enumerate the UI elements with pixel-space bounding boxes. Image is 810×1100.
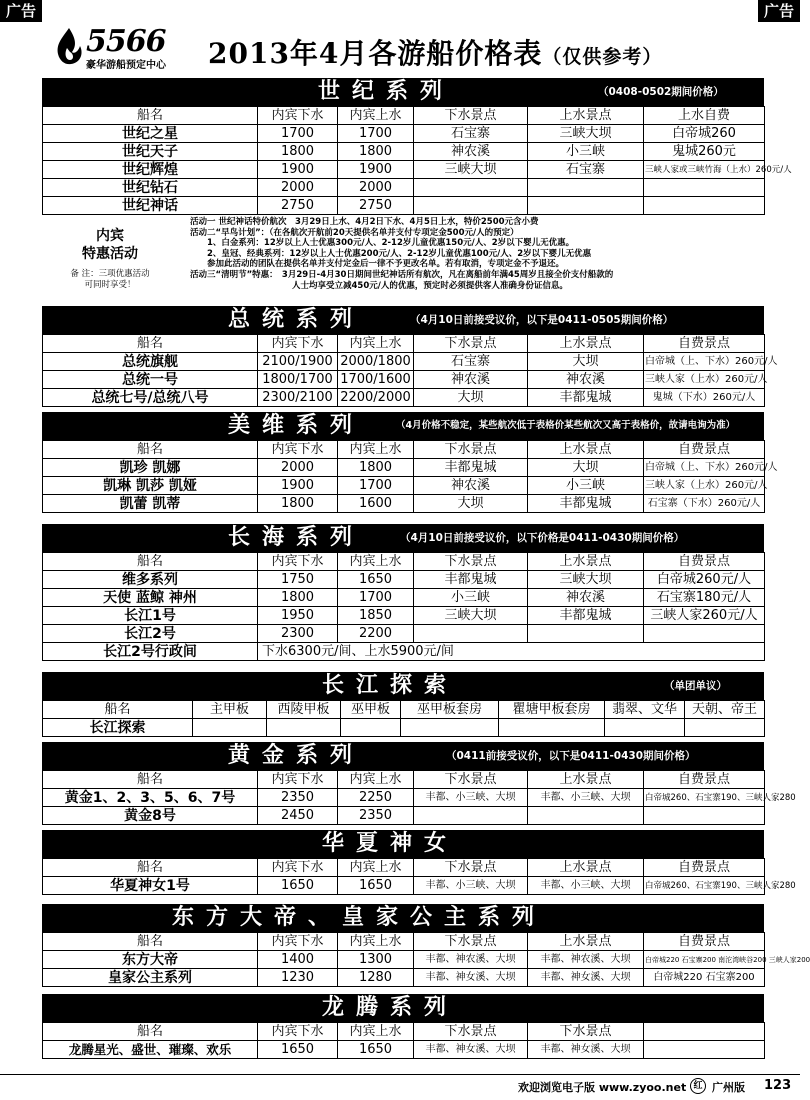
table-row (43, 353, 765, 371)
table-cell: 上水自费 (644, 107, 765, 125)
table-header-row (43, 335, 765, 353)
table-cell: 黄金1、2、3、5、6、7号 (43, 789, 258, 807)
table-cell: 神农溪 (528, 589, 644, 607)
table-cell: 翡翠、文华 (605, 701, 685, 719)
table-cell: 丰都、神女溪、大坝 (414, 969, 528, 987)
table-cell: 长江2号行政间 (43, 643, 258, 661)
table-cell: 丰都鬼城 (414, 459, 528, 477)
table-cell: 凯珍 凯娜 (43, 459, 258, 477)
table-cell (605, 719, 685, 737)
table-cell: 船名 (43, 107, 258, 125)
table-cell: 1650 (338, 571, 414, 589)
table-cell: 内宾下水 (258, 1023, 338, 1041)
table-row (43, 807, 765, 825)
table-cell: 丰都、小三峡、大坝 (528, 877, 644, 895)
table-header-row (43, 107, 765, 125)
page-footer (0, 1074, 800, 1096)
table-cell: 2350 (258, 789, 338, 807)
table-row (43, 179, 765, 197)
table-cell: 世纪神话 (43, 197, 258, 215)
section-explore (42, 672, 764, 737)
table-cell: 长江探索 (43, 719, 193, 737)
table-cell: 白帝城260、石宝寨190、三峡人家280 (644, 877, 765, 895)
table-cell: 内宾下水 (258, 553, 338, 571)
table-cell (644, 625, 765, 643)
table-cell: 白帝城（上、下水）260元/人 (644, 459, 765, 477)
table-cell: 1700 (338, 125, 414, 143)
section-text (50, 227, 170, 291)
table-cell: 天朝、帝王 (685, 701, 765, 719)
table-cell: 1650 (338, 1041, 414, 1059)
table-cell: 神农溪 (414, 477, 528, 495)
table-cell: 内宾上水 (338, 1023, 414, 1041)
table-cell (341, 719, 401, 737)
table-cell: 西陵甲板 (267, 701, 341, 719)
section-longteng (42, 994, 764, 1059)
table-cell: 丰都鬼城 (528, 495, 644, 513)
table-cell: 1700 (338, 589, 414, 607)
table-cell: 船名 (43, 701, 193, 719)
table-row (43, 197, 765, 215)
explore-table (42, 700, 765, 737)
table-cell: 1900 (338, 161, 414, 179)
table-row (43, 459, 765, 477)
table-cell: 2000 (258, 179, 338, 197)
section-text: 长海系列 (228, 525, 365, 550)
table-cell: 1400 (258, 951, 338, 969)
section-text: 参加此活动的团队在提供名单并支付定金后一律不予更改名单。若有取消，专项定金不予退还。 (190, 259, 565, 270)
table-row (43, 589, 765, 607)
table-cell: 丰都、神农溪、大坝 (528, 951, 644, 969)
table-cell: 神农溪 (414, 143, 528, 161)
table-row (43, 1041, 765, 1059)
table-cell: 1650 (338, 877, 414, 895)
section-note: （0411前接受议价，以下是0411-0430期间价格） (446, 750, 696, 762)
table-cell: 下水景点 (414, 441, 528, 459)
page-title: 2013年4月各游船价格表（仅供参考） (208, 37, 663, 70)
table-cell: 上水景点 (528, 335, 644, 353)
table-cell: 船名 (43, 441, 258, 459)
table-cell: 1750 (258, 571, 338, 589)
table-cell: 白帝城260 (644, 125, 765, 143)
table-cell: 鬼城260元 (644, 143, 765, 161)
table-cell: 1280 (338, 969, 414, 987)
table-cell: 丰都鬼城 (528, 607, 644, 625)
section-text: 内宾 (96, 228, 124, 244)
table-cell: 2300/2100 (258, 389, 338, 407)
table-cell: 小三峡 (414, 589, 528, 607)
table-cell: 内宾上水 (338, 441, 414, 459)
table-cell (414, 179, 528, 197)
table-cell (644, 1023, 765, 1041)
gold-table (42, 770, 796, 825)
table-cell: 1850 (338, 607, 414, 625)
section-text: 特惠活动 (82, 246, 138, 262)
table-cell: 下水景点 (414, 1023, 528, 1041)
table-cell: 三峡大坝 (528, 571, 644, 589)
table-header-row (43, 441, 765, 459)
table-cell: 1300 (338, 951, 414, 969)
table-cell: 船名 (43, 933, 258, 951)
table-cell: 丰都、小三峡、大坝 (528, 789, 644, 807)
table-cell (267, 719, 341, 737)
table-cell: 白帝城260元/人 (644, 571, 765, 589)
section-text: 1、白金系列：12岁以上人士优惠300元/人、2-12岁儿童优惠150元/人、2岁以下婴儿无优惠。 (190, 238, 575, 249)
table-cell: 内宾下水 (258, 441, 338, 459)
table-row (43, 495, 765, 513)
table-cell: 天使 蓝鲸 神州 (43, 589, 258, 607)
table-cell: 丰都、神女溪、大坝 (528, 1041, 644, 1059)
section-text: 总统系列 (228, 307, 365, 332)
table-cell: 2000/1800 (338, 353, 414, 371)
section-text: 可同时享受！ (84, 280, 136, 290)
president-table (42, 334, 778, 407)
page-number: 123 (764, 1078, 792, 1093)
table-cell: 三峡人家（上水）260元/人 (644, 371, 765, 389)
table-row (43, 625, 765, 643)
section-changhai (42, 524, 764, 661)
longteng-table (42, 1022, 765, 1059)
table-cell: 上水景点 (528, 859, 644, 877)
section-text: 活动一 世纪神话特价航次 3月29日上水、4月2日下水、4月5日上水，特价2500元含小费 (190, 217, 539, 227)
table-cell: 内宾下水 (258, 859, 338, 877)
table-cell: 1700 (258, 125, 338, 143)
logo (52, 26, 202, 70)
section-emperor (42, 904, 810, 987)
table-cell: 巫甲板 (341, 701, 401, 719)
table-cell (499, 719, 605, 737)
table-cell: 凯蕾 凯蒂 (43, 495, 258, 513)
section-text: 美维系列 (228, 413, 365, 438)
table-cell: 1700 (338, 477, 414, 495)
section-text: 2、皇冠、经典系列：12岁以上人士优惠200元/人、2-12岁儿童优惠100元/人、2岁以下婴儿无优惠 (190, 248, 592, 259)
section-note: （4月价格不稳定，某些航次低于表格价某些航次又高于表格价，故请电询为准） (396, 420, 736, 431)
table-cell: 大坝 (414, 389, 528, 407)
table-cell: 1900 (258, 477, 338, 495)
table-cell: 神农溪 (528, 371, 644, 389)
emperor-table (42, 932, 810, 987)
table-cell: 皇家公主系列 (43, 969, 258, 987)
logo-subtitle: 豪华游船预定中心 (86, 60, 166, 71)
table-cell: 世纪天子 (43, 143, 258, 161)
table-header-row (43, 701, 765, 719)
section-victoria (42, 412, 778, 513)
table-cell: 1800/1700 (258, 371, 338, 389)
table-row (43, 789, 765, 807)
table-cell: 上水景点 (528, 771, 644, 789)
table-cell: 1600 (338, 495, 414, 513)
table-cell: 2450 (258, 807, 338, 825)
table-cell (644, 197, 765, 215)
table-cell: 丰都、神农溪、大坝 (414, 951, 528, 969)
table-cell: 内宾下水 (258, 335, 338, 353)
table-cell (528, 807, 644, 825)
table-cell: 内宾上水 (338, 771, 414, 789)
table-cell: 内宾上水 (338, 335, 414, 353)
section-note: （4月10日前接受议价，以下价格是0411-0430期间价格） (400, 532, 685, 544)
table-cell: 石宝寨 (414, 125, 528, 143)
promotion-box (42, 215, 764, 311)
table-cell: 黄金8号 (43, 807, 258, 825)
table-cell: 世纪之星 (43, 125, 258, 143)
table-cell: 2000 (338, 179, 414, 197)
table-cell: 船名 (43, 553, 258, 571)
table-cell: 世纪钻石 (43, 179, 258, 197)
section-text: 备 注：三项优惠活动 (70, 269, 150, 279)
table-cell: 三峡人家（上水）260元/人 (644, 477, 765, 495)
table-cell: 内宾上水 (338, 553, 414, 571)
table-row (43, 125, 765, 143)
table-cell: 石宝寨180元/人 (644, 589, 765, 607)
table-cell: 大坝 (414, 495, 528, 513)
table-cell: 自费景点 (644, 335, 765, 353)
table-cell: 内宾下水 (258, 933, 338, 951)
logo-number: 5566 (86, 24, 166, 59)
table-row (43, 161, 765, 179)
table-row (43, 143, 765, 161)
table-cell: 1900 (258, 161, 338, 179)
changhai-table (42, 552, 765, 661)
section-text (190, 217, 764, 291)
table-cell (528, 179, 644, 197)
table-cell: 丰都、小三峡、大坝 (414, 789, 528, 807)
table-cell: 船名 (43, 1023, 258, 1041)
table-cell: 丰都、小三峡、大坝 (414, 877, 528, 895)
table-cell (414, 625, 528, 643)
table-cell: 自费景点 (644, 933, 765, 951)
table-cell: 大坝 (528, 353, 644, 371)
section-president (42, 306, 778, 407)
ad-label-right: 广告 (758, 0, 800, 22)
table-header-row (43, 859, 765, 877)
ad-label-left: 广告 (0, 0, 42, 22)
table-cell: 2200/2000 (338, 389, 414, 407)
table-cell: 石宝寨 (414, 353, 528, 371)
table-cell: 内宾上水 (338, 859, 414, 877)
section-text: 人士均享受立减450元/人的优惠，预定时必须提供客人准确身份证信息。 (190, 280, 568, 291)
section-text: 活动二“早鸟计划”：（在各航次开航前20天提供名单并支付专项定金500元/人的预定） (190, 227, 519, 238)
table-cell: 下水景点 (414, 933, 528, 951)
table-cell (528, 625, 644, 643)
table-cell: 上水景点 (528, 553, 644, 571)
table-cell: 丰都、神女溪、大坝 (414, 1041, 528, 1059)
table-cell: 主甲板 (193, 701, 267, 719)
table-cell: 下水景点 (414, 771, 528, 789)
table-cell: 石宝寨 (528, 161, 644, 179)
table-cell: 1230 (258, 969, 338, 987)
table-cell: 内宾上水 (338, 933, 414, 951)
footer-edition: 广州版 (712, 1081, 745, 1094)
table-cell: 下水景点 (414, 553, 528, 571)
section-century (42, 78, 792, 311)
table-cell: 丰都鬼城 (414, 571, 528, 589)
table-cell: 丰都、神女溪、大坝 (528, 969, 644, 987)
section-goddess (42, 830, 796, 895)
table-row (43, 951, 765, 969)
table-cell (644, 179, 765, 197)
badge-icon: 红 (690, 1078, 706, 1094)
table-row (43, 389, 765, 407)
table-cell: 东方大帝 (43, 951, 258, 969)
table-cell (644, 1041, 765, 1059)
table-cell: 维多系列 (43, 571, 258, 589)
table-cell: 自费景点 (644, 771, 765, 789)
table-header-row (43, 771, 765, 789)
table-row (43, 477, 765, 495)
section-gold (42, 742, 796, 825)
table-cell: 1700/1600 (338, 371, 414, 389)
section-text: 东方大帝、皇家公主系列 (172, 905, 547, 930)
table-cell: 长江1号 (43, 607, 258, 625)
table-cell: 石宝寨（下水）260元/人 (644, 495, 765, 513)
table-cell (401, 719, 499, 737)
table-cell: 小三峡 (528, 143, 644, 161)
table-cell: 1800 (258, 495, 338, 513)
table-cell: 内宾上水 (338, 107, 414, 125)
section-text: 活动三“清明节”特惠： 3月29日-4月30日期间世纪神话所有航次，凡在离船前年满45周岁且接全价支付船款的 (190, 269, 614, 280)
table-cell: 自费景点 (644, 553, 765, 571)
table-row (43, 371, 765, 389)
table-cell: 船名 (43, 335, 258, 353)
table-cell: 上水景点 (528, 933, 644, 951)
table-cell: 2750 (338, 197, 414, 215)
table-cell: 大坝 (528, 459, 644, 477)
table-cell: 自费景点 (644, 441, 765, 459)
table-cell (528, 197, 644, 215)
table-cell: 瞿塘甲板套房 (499, 701, 605, 719)
section-note: （4月10日前接受议价，以下是0411-0505期间价格） (410, 314, 674, 326)
table-cell: 下水景点 (528, 1023, 644, 1041)
section-text: 华夏神女 (322, 831, 459, 856)
table-cell: 下水6300元/间、上水5900元/间 (258, 643, 765, 661)
table-cell: 1950 (258, 607, 338, 625)
goddess-table (42, 858, 796, 895)
table-cell: 小三峡 (528, 477, 644, 495)
table-cell: 丰都鬼城 (528, 389, 644, 407)
table-cell: 2350 (338, 807, 414, 825)
table-cell: 1650 (258, 1041, 338, 1059)
table-cell: 上水景点 (528, 441, 644, 459)
section-note: （单团单议） (664, 680, 727, 692)
table-cell: 凯琳 凯莎 凯娅 (43, 477, 258, 495)
section-text: 长江探索 (322, 673, 459, 698)
table-cell (414, 807, 528, 825)
table-header-row (43, 553, 765, 571)
table-cell: 三峡人家或三峡竹海（上水）260元/人 (644, 161, 765, 179)
footer-text: 欢迎浏览电子版 www.zyoo.net (518, 1081, 687, 1094)
table-cell: 世纪辉煌 (43, 161, 258, 179)
table-cell: 三峡大坝 (528, 125, 644, 143)
table-cell: 三峡人家260元/人 (644, 607, 765, 625)
table-cell: 三峡大坝 (414, 607, 528, 625)
table-row (43, 877, 765, 895)
flame-logo-icon (52, 26, 86, 66)
century-table (42, 106, 792, 215)
table-cell: 船名 (43, 859, 258, 877)
table-header-row (43, 933, 765, 951)
victoria-table (42, 440, 778, 513)
table-cell: 1800 (258, 143, 338, 161)
table-cell: 2300 (258, 625, 338, 643)
table-cell: 2000 (258, 459, 338, 477)
table-row (43, 607, 765, 625)
table-cell: 下水景点 (414, 859, 528, 877)
table-cell (193, 719, 267, 737)
table-cell: 龙腾星光、盛世、璀璨、欢乐 (43, 1041, 258, 1059)
table-cell: 三峡大坝 (414, 161, 528, 179)
table-cell: 下水景点 (414, 107, 528, 125)
table-cell (414, 197, 528, 215)
table-header-row (43, 1023, 765, 1041)
table-row (43, 571, 765, 589)
table-cell: 下水景点 (414, 335, 528, 353)
table-cell: 2100/1900 (258, 353, 338, 371)
table-cell: 总统七号/总统八号 (43, 389, 258, 407)
table-cell: 总统旗舰 (43, 353, 258, 371)
section-text: 黄金系列 (228, 743, 365, 768)
section-note: （0408-0502期间价格） (598, 86, 724, 98)
table-cell: 巫甲板套房 (401, 701, 499, 719)
table-cell (685, 719, 765, 737)
table-cell: 白帝城260、石宝寨190、三峡人家280 (644, 789, 765, 807)
table-cell: 2200 (338, 625, 414, 643)
table-cell: 神农溪 (414, 371, 528, 389)
section-title: 世纪系列 (318, 79, 455, 104)
table-cell: 船名 (43, 771, 258, 789)
page-header (40, 24, 780, 74)
table-cell: 总统一号 (43, 371, 258, 389)
table-cell: 1800 (258, 589, 338, 607)
table-cell (644, 807, 765, 825)
table-cell: 鬼城（下水）260元/人 (644, 389, 765, 407)
table-cell: 1800 (338, 143, 414, 161)
table-cell: 自费景点 (644, 859, 765, 877)
table-cell: 2750 (258, 197, 338, 215)
table-row (43, 969, 765, 987)
table-row (43, 643, 765, 661)
table-cell: 1800 (338, 459, 414, 477)
table-cell: 内宾下水 (258, 107, 338, 125)
table-cell: 白帝城220 石宝寨200 南沱湾峡谷200 三峡人家200 (644, 951, 765, 969)
table-cell: 白帝城220 石宝寨200 (644, 969, 765, 987)
section-text: 龙腾系列 (322, 995, 459, 1020)
table-cell: 上水景点 (528, 107, 644, 125)
table-cell: 长江2号 (43, 625, 258, 643)
table-cell: 内宾下水 (258, 771, 338, 789)
table-row (43, 719, 765, 737)
table-cell: 华夏神女1号 (43, 877, 258, 895)
table-cell: 白帝城（上、下水）260元/人 (644, 353, 765, 371)
table-cell: 2250 (338, 789, 414, 807)
table-cell: 1650 (258, 877, 338, 895)
